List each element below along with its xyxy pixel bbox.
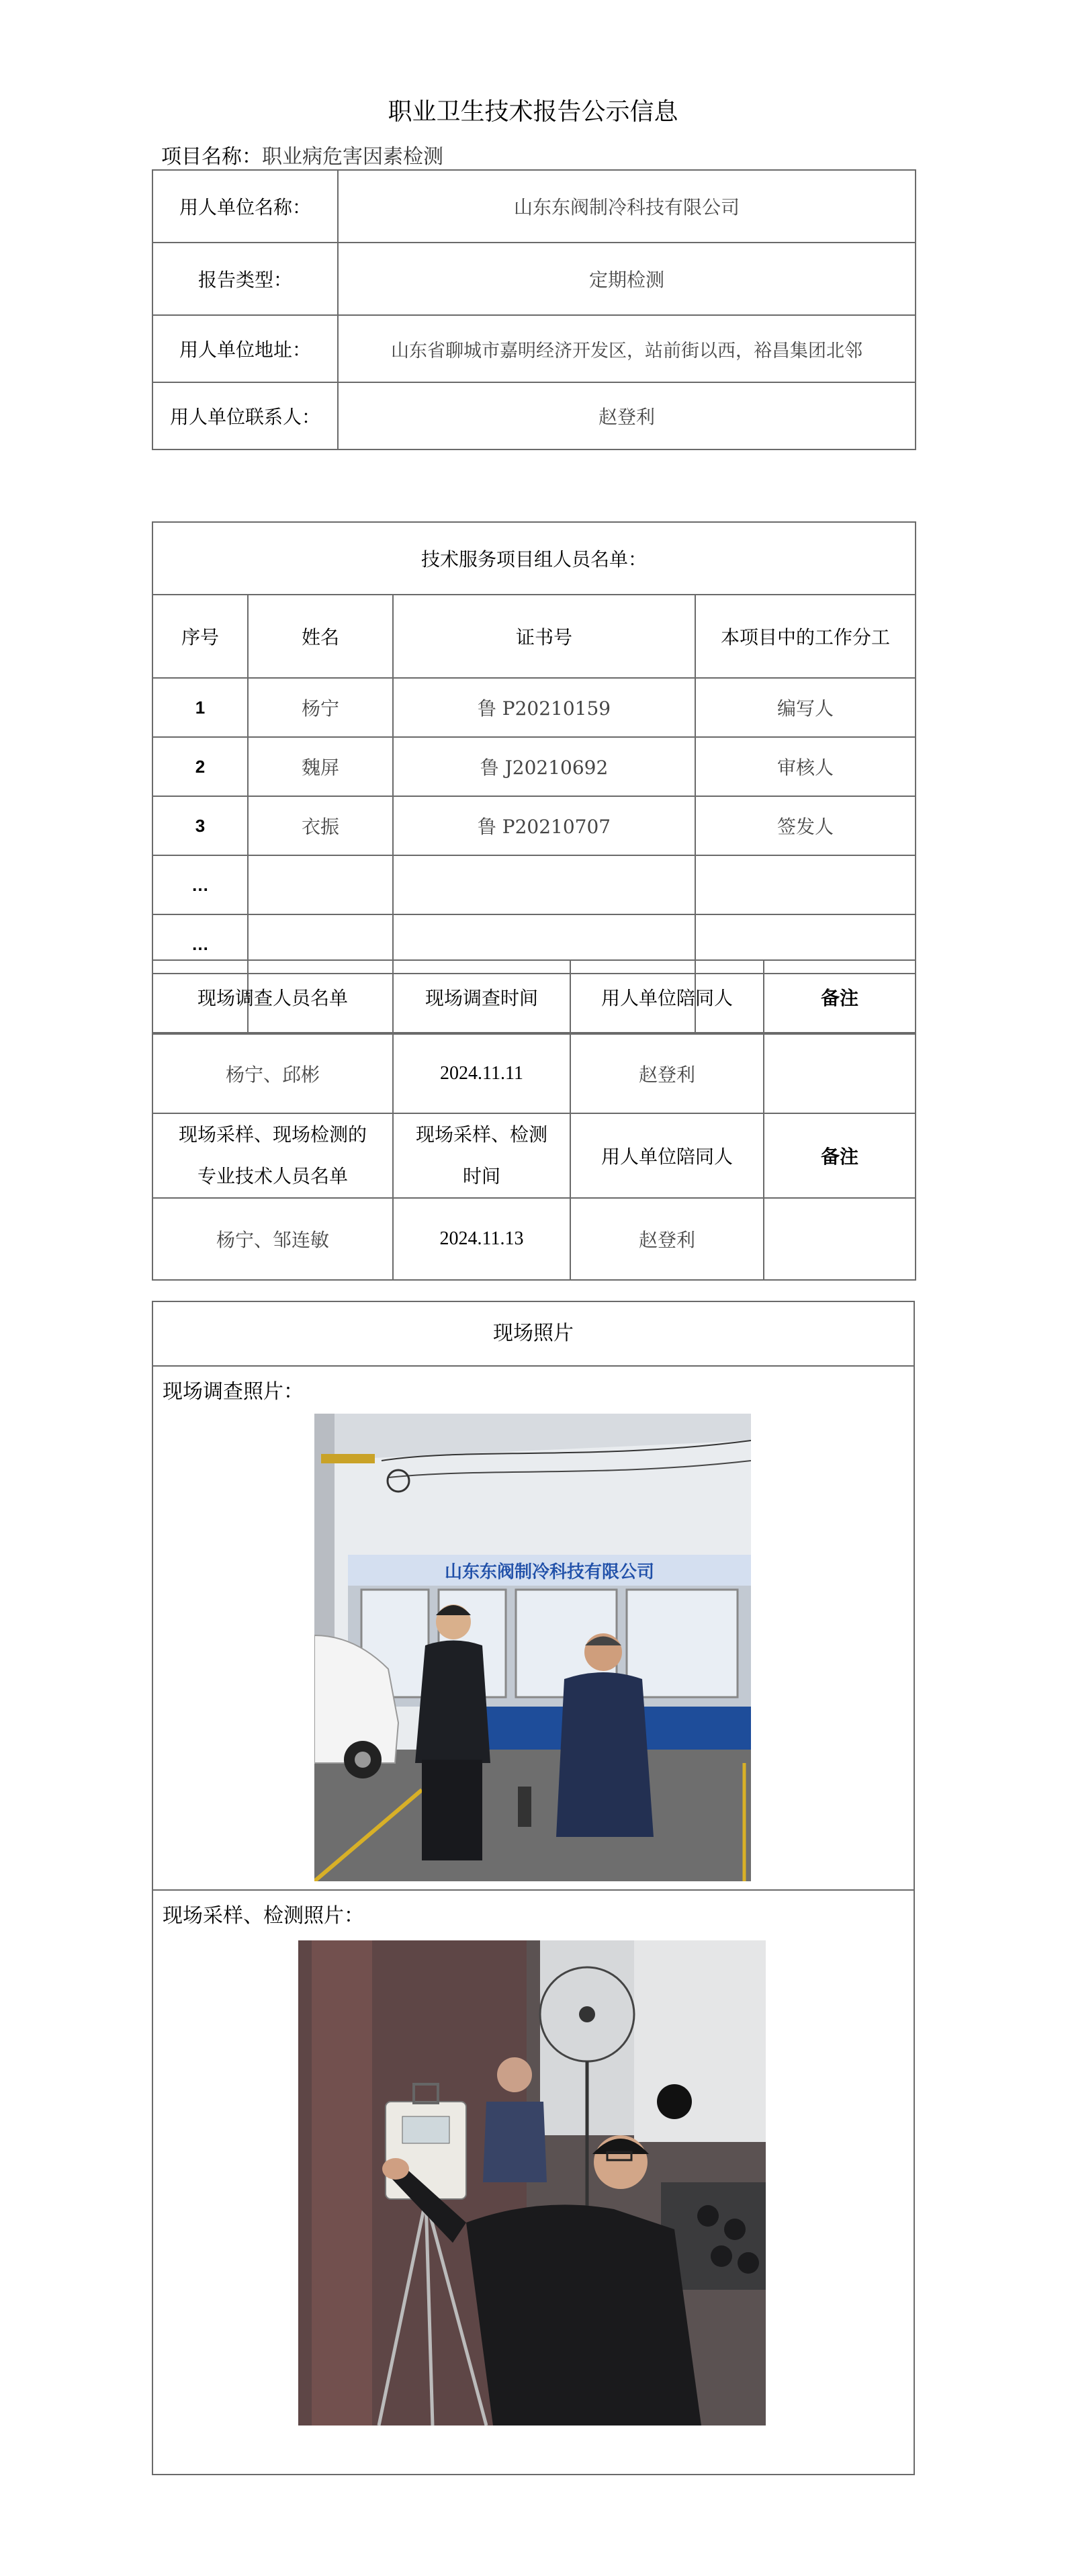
info-row-company [152,170,916,243]
row-role: 签发人 [695,796,916,855]
table-row [152,855,916,914]
survey-photo-label: 现场调查照片： [163,1380,304,1404]
row-cert: 鲁 P20210159 [393,678,695,737]
report-type-label: 报告类型： [152,243,338,315]
survey-time-header: 现场调查时间 [393,960,570,1034]
table-row [152,678,916,737]
row-role: 编写人 [695,678,916,737]
row-role [695,855,916,914]
header-name: 姓名 [248,595,393,678]
page-title: 职业卫生技术报告公示信息 [388,98,678,126]
survey-table [152,959,916,1281]
row-cert: 鲁 J20210692 [393,737,695,796]
row-no: 1 [152,678,248,737]
info-row-contact [152,382,916,449]
sampling-time-header-line2: 时间 [462,1165,500,1187]
row-cert: 鲁 P20210707 [393,796,695,855]
row-cert [393,855,695,914]
survey-companion-header: 用人单位陪同人 [570,960,764,1034]
row-no: … [152,855,248,914]
contact-label: 用人单位联系人： [152,382,338,449]
survey-companion: 赵登利 [570,1034,764,1113]
row-name: 魏屏 [248,737,393,796]
sampling-companion-header: 用人单位陪同人 [570,1113,764,1198]
survey-note [764,1034,916,1113]
staff-title: 技术服务项目组人员名单： [152,522,916,595]
survey-photo-section [153,1367,914,1891]
row-no: 3 [152,796,248,855]
site-photos-section [152,1301,915,2475]
company-info-table [152,169,916,450]
sampling-time-header [393,1113,570,1198]
table-row [152,737,916,796]
survey-photo-image [314,1414,751,1881]
sampling-companion: 赵登利 [570,1198,764,1280]
survey-people-header: 现场调查人员名单 [152,960,393,1034]
survey-note-header: 备注 [764,960,916,1034]
sampling-photo-image [298,1940,766,2425]
sampling-note-header: 备注 [764,1113,916,1198]
row-no: 2 [152,737,248,796]
table-row [152,796,916,855]
sampling-people-header-line1: 现场采样、现场检测的 [178,1123,367,1146]
row-no: … [152,914,248,974]
info-row-address [152,315,916,382]
row-role: 审核人 [695,737,916,796]
sampling-date: 2024.11.13 [393,1198,570,1280]
project-label: 项目名称： [161,145,262,169]
sampling-people-header-line2: 专业技术人员名单 [197,1165,348,1187]
header-no: 序号 [152,595,248,678]
sampling-photo-section [153,1891,914,2474]
sampling-row [152,1198,916,1280]
company-name-value: 山东东阀制冷科技有限公司 [338,170,916,243]
survey-photo [314,1414,751,1881]
staff-table [152,521,916,1033]
sampling-people-header [152,1113,393,1198]
row-name [248,855,393,914]
row-name: 杨宁 [248,678,393,737]
header-cert: 证书号 [393,595,695,678]
info-row-report-type [152,243,916,315]
row-name: 衣振 [248,796,393,855]
report-type-value: 定期检测 [338,243,916,315]
staff-header-row [152,595,916,678]
sampling-header-row [152,1113,916,1198]
sampling-time-header-line1: 现场采样、检测 [415,1123,547,1146]
contact-value: 赵登利 [338,382,916,449]
photo-sign-text: 山东东阀制冷科技有限公司 [444,1562,655,1582]
sampling-people: 杨宁、邹连敏 [152,1198,393,1280]
project-value: 职业病危害因素检测 [262,145,443,169]
header-role: 本项目中的工作分工 [695,595,916,678]
staff-title-row [152,522,916,595]
sampling-photo-label: 现场采样、检测照片： [163,1904,364,1928]
project-name [161,140,443,169]
survey-date: 2024.11.11 [393,1034,570,1113]
survey-row [152,1034,916,1113]
survey-people: 杨宁、邱彬 [152,1034,393,1113]
sampling-photo [298,1940,766,2425]
survey-header-row [152,960,916,1034]
site-photos-title: 现场照片 [153,1302,914,1367]
address-value: 山东省聊城市嘉明经济开发区，站前街以西，裕昌集团北邻 [338,315,916,382]
sampling-note [764,1198,916,1280]
company-name-label: 用人单位名称： [152,170,338,243]
address-label: 用人单位地址： [152,315,338,382]
